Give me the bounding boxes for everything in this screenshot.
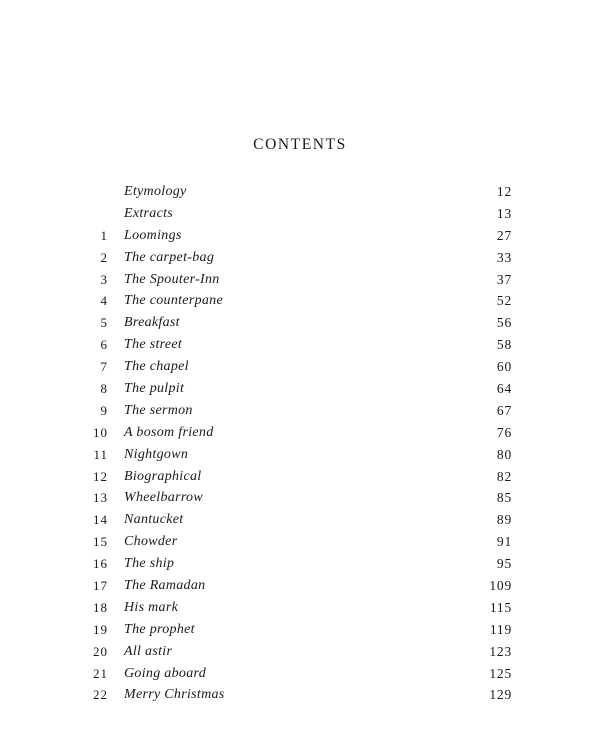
chapter-number: 20: [93, 643, 108, 659]
toc-entry[interactable]: [0, 290, 600, 312]
chapter-number: 3: [100, 271, 108, 287]
chapter-title: All astir: [124, 643, 173, 659]
chapter-number: 18: [93, 599, 108, 615]
toc-entry[interactable]: [0, 422, 600, 444]
page-number: 76: [496, 424, 512, 440]
chapter-title: The Spouter-Inn: [124, 271, 220, 287]
toc-entry[interactable]: [0, 181, 600, 203]
chapter-title: Chowder: [124, 534, 178, 550]
chapter-title: Going aboard: [124, 665, 207, 681]
toc-entry[interactable]: [0, 400, 600, 422]
toc-entry[interactable]: [0, 487, 600, 509]
page-number: 58: [496, 337, 512, 353]
toc-entry[interactable]: [0, 663, 600, 685]
page-number: 109: [489, 578, 512, 594]
chapter-title: The carpet-bag: [124, 249, 215, 265]
chapter-number: 14: [93, 512, 108, 528]
chapter-number: 9: [100, 402, 108, 418]
toc-entry[interactable]: [0, 334, 600, 356]
chapter-number: 7: [100, 359, 108, 375]
chapter-title: Wheelbarrow: [124, 490, 203, 506]
chapter-number: 17: [93, 578, 108, 594]
chapter-number: 21: [93, 665, 108, 681]
page-number: 27: [496, 227, 512, 243]
chapter-title: The chapel: [124, 359, 189, 375]
page-number: 119: [489, 621, 512, 637]
toc-entry[interactable]: [0, 247, 600, 269]
chapter-title: Nantucket: [124, 512, 184, 528]
toc-entry[interactable]: [0, 312, 600, 334]
chapter-title: The Ramadan: [124, 578, 206, 594]
page-number: 80: [496, 446, 512, 462]
toc-entry[interactable]: [0, 684, 600, 706]
page-number: 56: [496, 315, 512, 331]
page-number: 91: [496, 534, 512, 550]
chapter-title: Merry Christmas: [124, 687, 225, 703]
page-number: 52: [496, 293, 512, 309]
chapter-number: 1: [100, 227, 108, 243]
toc-entry[interactable]: [0, 553, 600, 575]
page-number: 123: [489, 643, 512, 659]
toc-entry[interactable]: [0, 575, 600, 597]
page-number: 115: [489, 599, 512, 615]
chapter-title: His mark: [124, 599, 179, 615]
page-number: 67: [496, 402, 512, 418]
chapter-number: 4: [100, 293, 108, 309]
chapter-number: 12: [93, 468, 108, 484]
chapter-title: The ship: [124, 556, 175, 572]
page-number: 37: [496, 271, 512, 287]
page-number: 64: [496, 381, 512, 397]
chapter-number: 2: [100, 249, 108, 265]
page-number: 60: [496, 359, 512, 375]
chapter-number: 5: [100, 315, 108, 331]
toc-entry[interactable]: [0, 444, 600, 466]
chapter-title: The prophet: [124, 621, 195, 637]
chapter-title: Breakfast: [124, 315, 180, 331]
toc-entry[interactable]: [0, 641, 600, 663]
chapter-title: The counterpane: [124, 293, 223, 309]
chapter-title: The pulpit: [124, 381, 185, 397]
chapter-title: Etymology: [124, 184, 187, 199]
chapter-number: 13: [93, 490, 108, 506]
page-number: 82: [496, 468, 512, 484]
toc-entry[interactable]: [0, 356, 600, 378]
chapter-number: 8: [100, 381, 108, 397]
page-number: 89: [496, 512, 512, 528]
page-number: 129: [489, 687, 512, 703]
chapter-title: Biographical: [124, 468, 202, 484]
toc-entry[interactable]: [0, 597, 600, 619]
chapter-number: 16: [93, 556, 108, 572]
toc-entry[interactable]: [0, 269, 600, 291]
page-number: 125: [489, 665, 512, 681]
page-number: 33: [496, 249, 512, 265]
toc-entry[interactable]: [0, 378, 600, 400]
page-number: 12: [496, 184, 512, 199]
chapter-number: 15: [93, 534, 108, 550]
toc-entry[interactable]: [0, 509, 600, 531]
chapter-title: Nightgown: [124, 446, 189, 462]
chapter-number: 11: [93, 446, 108, 462]
toc-entry[interactable]: [0, 225, 600, 247]
page-number: 95: [496, 556, 512, 572]
table-of-contents: [0, 181, 600, 706]
chapter-title: Loomings: [124, 227, 182, 243]
chapter-title: The sermon: [124, 402, 193, 418]
page-number: 85: [496, 490, 512, 506]
chapter-number: 10: [93, 424, 108, 440]
toc-entry[interactable]: [0, 619, 600, 641]
toc-entry[interactable]: [0, 531, 600, 553]
toc-entry[interactable]: [0, 466, 600, 488]
contents-heading: CONTENTS: [253, 136, 347, 153]
page-number: 13: [496, 205, 512, 221]
toc-entry[interactable]: [0, 203, 600, 225]
chapter-number: 22: [93, 687, 108, 703]
chapter-number: 6: [100, 337, 108, 353]
chapter-title: A bosom friend: [124, 424, 214, 440]
chapter-title: The street: [124, 337, 183, 353]
chapter-title: Extracts: [124, 205, 174, 221]
chapter-number: 19: [93, 621, 108, 637]
